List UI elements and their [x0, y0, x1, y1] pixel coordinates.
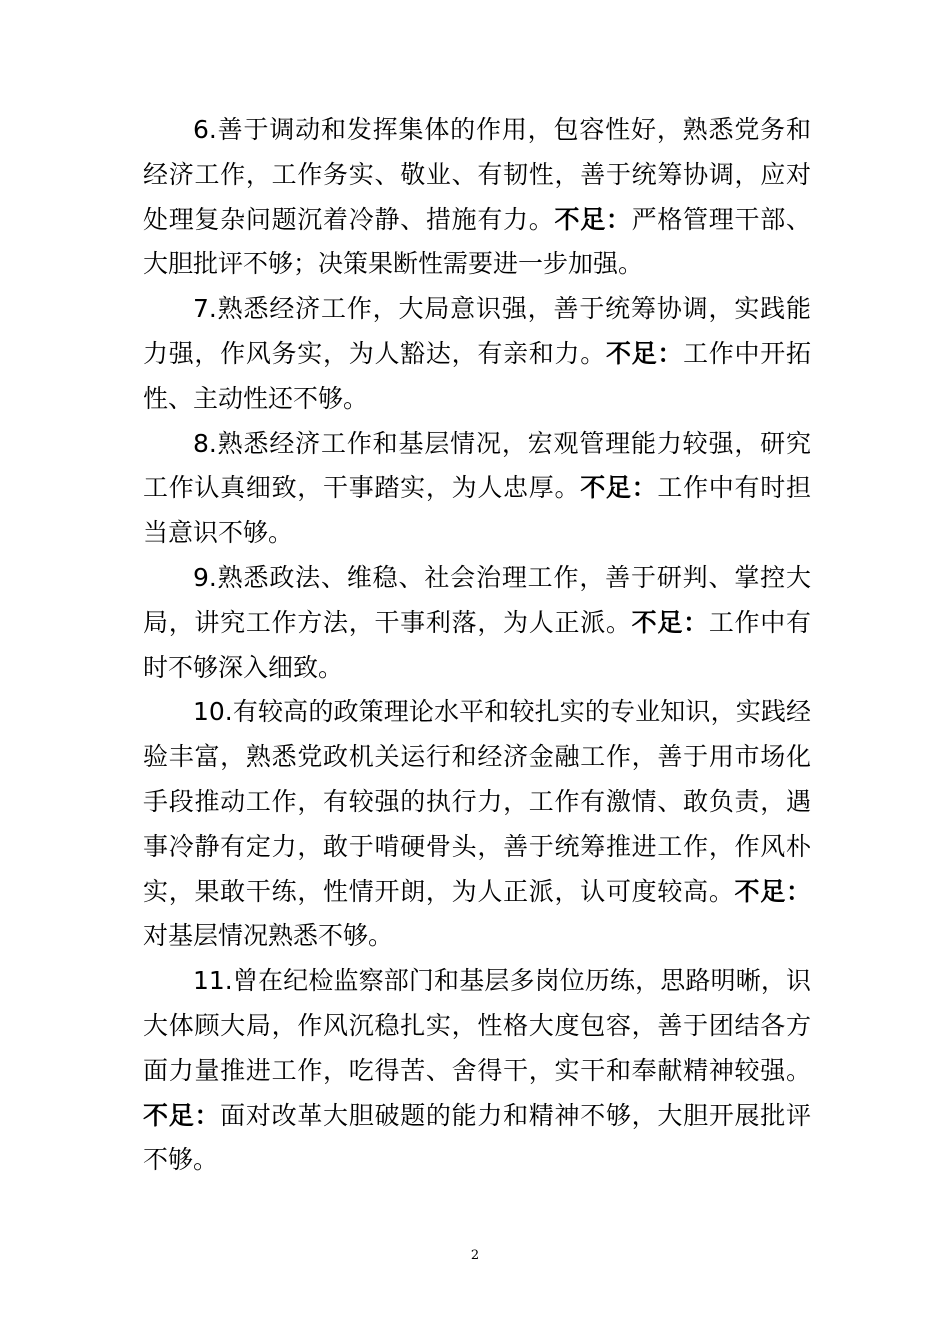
- document-body: [143, 108, 811, 1183]
- shortfall-text: 严格管理干部、大胆批评不够；决策果断性需要进一步加强。: [143, 204, 811, 279]
- shortfall-text: 工作中有时担当意识不够。: [143, 473, 811, 548]
- paragraph-10: [143, 690, 811, 959]
- shortfall-label: 不足：: [554, 204, 632, 234]
- paragraph-7: [143, 287, 811, 421]
- shortfall-text: 工作中有时不够深入细致。: [143, 607, 811, 682]
- paragraph-lead: 8.熟悉经济工作和基层情况，宏观管理能力较强，研究工作认真细致，干事踏实，为人忠厚。: [143, 428, 811, 503]
- paragraph-lead: 7.熟悉经济工作，大局意识强，善于统筹协调，实践能力强，作风务实，为人豁达，有亲和力。: [143, 294, 811, 368]
- page-number: 2: [470, 1248, 480, 1263]
- paragraph-6: [143, 108, 811, 287]
- shortfall-text: 面对改革大胆破题的能力和精神不够，大胆开展批评不够。: [143, 1100, 811, 1175]
- shortfall-label: 不足：: [143, 1100, 221, 1130]
- shortfall-label: 不足：: [605, 338, 684, 368]
- paragraph-9: [143, 556, 811, 690]
- shortfall-label: 不足：: [631, 607, 709, 637]
- paragraph-lead: 11.曾在纪检监察部门和基层多岗位历练，思路明晰，识大体顾大局，作风沉稳扎实，性格大度包容，善于团结各方面力量推进工作，吃得苦、舍得干，实干和奉献精神较强。: [143, 966, 811, 1085]
- paragraph-lead: 9.熟悉政法、维稳、社会治理工作，善于研判、掌控大局，讲究工作方法，干事利落，为人正派。: [143, 562, 811, 637]
- shortfall-label: 不足：: [580, 473, 658, 503]
- paragraph-11: [143, 959, 811, 1183]
- shortfall-text: 对基层情况熟悉不够。: [143, 921, 394, 951]
- paragraph-lead: 10.有较高的政策理论水平和较扎实的专业知识，实践经验丰富，熟悉党政机关运行和经济金融工作，善于用市场化手段推动工作，有较强的执行力，工作有激情、敢负责，遇事冷静有定力，敢于啃硬骨头，善于统筹推进工作，作风朴实，果敢干练，性情开朗，为人正派，认可度较高。: [143, 697, 811, 906]
- paragraph-lead: 6.善于调动和发挥集体的作用，包容性好，熟悉党务和经济工作，工作务实、敬业、有韧性，善于统筹协调，应对处理复杂问题沉着冷静、措施有力。: [143, 115, 811, 234]
- paragraph-8: [143, 422, 811, 556]
- shortfall-label: 不足：: [734, 876, 811, 906]
- shortfall-text: 工作中开拓性、主动性还不够。: [143, 338, 811, 413]
